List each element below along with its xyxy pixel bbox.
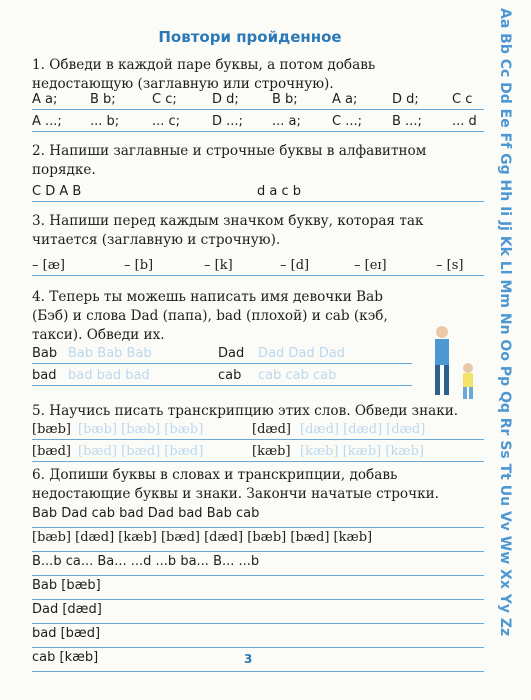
- task-5-text: 5. Научись писать транскрипцию этих слов. Обведи знаки.: [32, 403, 459, 419]
- task-6-missing: B...b ca... Ba... ...d ...b ba... B... ...b: [32, 552, 484, 576]
- task-2-lowercase: d a c b: [257, 184, 302, 199]
- side-alphabet-strip: [491, 0, 531, 700]
- task-6-text: 6. Допиши буквы в словах и транскрипции, добавь недостающие буквы и знаки. Закончи начатые строчки.: [32, 467, 439, 502]
- task-6-words: Bab Dad cab bad Dad bad Bab cab: [32, 504, 484, 528]
- task-3-text: 3. Напиши перед каждым значком букву, которая так читается (заглавную и строчную).: [32, 213, 424, 248]
- task-1-lines: [32, 88, 484, 132]
- task-2-lines: [32, 180, 484, 202]
- task-2-capitals: C D A B: [32, 184, 82, 199]
- task-1-text: 1. Обведи в каждой паре буквы, а потом добавь недостающую (заглавную или строчную).: [32, 57, 376, 92]
- final-line-4: cab [kæb]: [32, 648, 484, 672]
- task-5-lines: [bæb] [bæb] [bæb] [bæb] [dæd] [dæd] [dæd] [dæd] [bæd] [bæd] [bæd] [bæd] [kæb] [kæb] [kæb] [kæb]: [32, 418, 484, 462]
- side-alphabet: Aa Bb Cc Dd Ee Ff Gg Hh Ii Jj Kk Ll Mm Nn Oo Pp Qq Rr Ss Tt Uu Vv Ww Xx Yy Zz: [497, 8, 513, 637]
- girl-and-father-illustration: [420, 322, 486, 402]
- task-4-text: 4. Теперь ты можешь написать имя девочки Bab (Бэб) и слова Dad (папа), bad (плохой) и cab (кэб, такси). Обведи их.: [32, 289, 388, 343]
- task-1-row-1: A a; B b; C c; D d; B b; A a; D d; C c: [32, 88, 484, 110]
- task-3-lines: – [æ] – [b] – [k] – [d] – [eɪ] – [s]: [32, 254, 484, 276]
- page-title: Повтори пройденное: [158, 28, 342, 46]
- final-line-3: bad [bæd]: [32, 624, 484, 648]
- task-4-lines: Bab Bab Bab Bab Dad Dad Dad Dad bad bad bad bad cab cab cab cab: [32, 342, 412, 386]
- final-line-1: Bab [bæb]: [32, 576, 484, 600]
- task-6-transcriptions: [bæb] [dæd] [kæb] [bæd] [dæd] [bæb] [bæd] [kæb]: [32, 528, 484, 552]
- page-number: 3: [244, 652, 253, 666]
- task-1-row-2: A ...; ... b; ... c; D ...; ... a; C ...; B ...; ... d: [32, 110, 484, 132]
- task-6-lines: [32, 504, 484, 672]
- final-line-2: Dad [dæd]: [32, 600, 484, 624]
- task-2-text: 2. Напиши заглавные и строчные буквы в алфавитном порядке.: [32, 143, 427, 178]
